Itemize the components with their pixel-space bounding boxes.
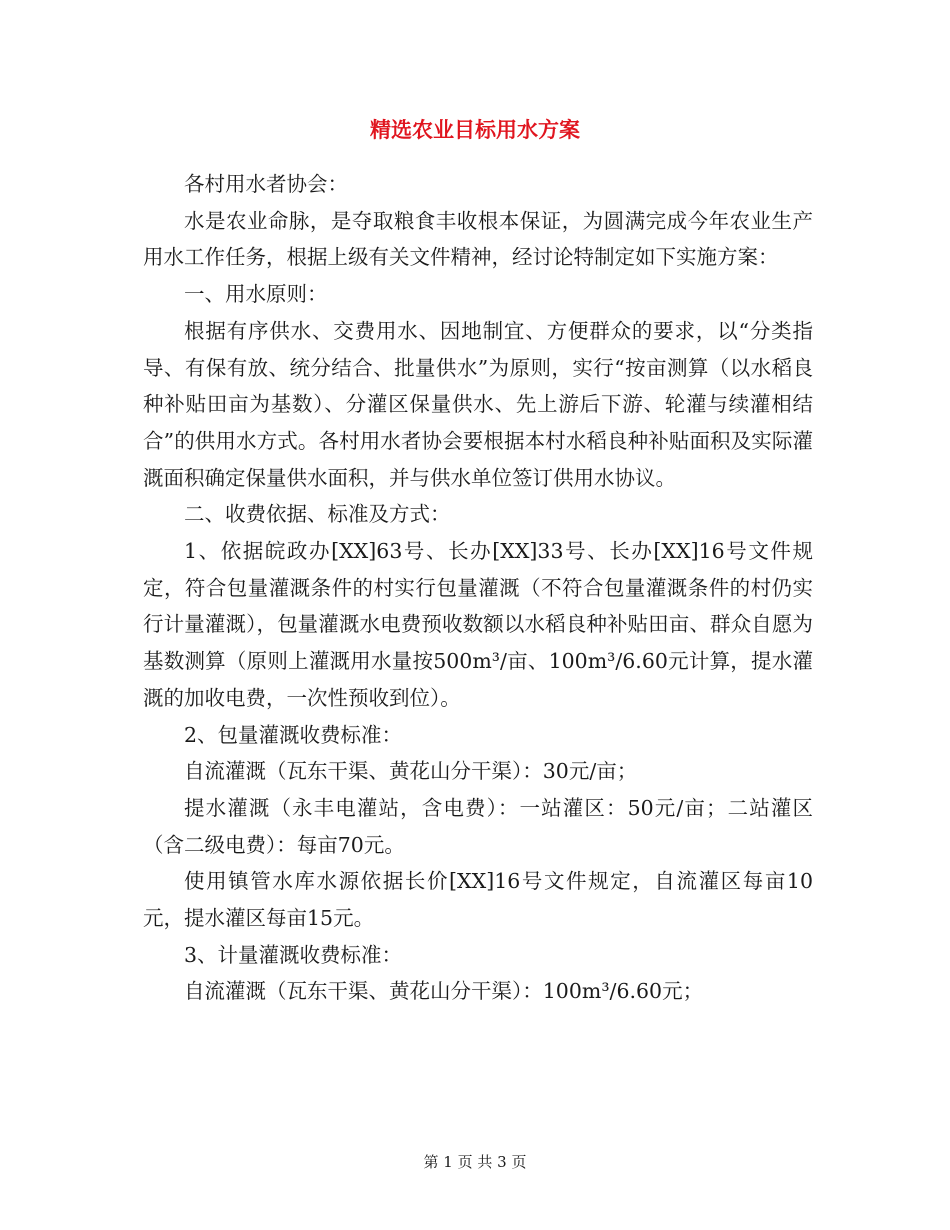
paragraph-fee-basis: 1、依据皖政办[XX]63号、长办[XX]33号、长办[XX]16号文件规定，符合包量灌溉条件的村实行包量灌溉（不符合包量灌溉条件的村仍实行计量灌溉），包量灌溉水电费预收数额以水稻良种补贴田亩、群众自愿为基数测算（原则上灌溉用水量按500m³/亩、100m³/6.60元计算，提水灌溉的加收电费，一次性预收到位）。 xyxy=(143,539,813,710)
paragraph-gravity-package: 自流灌溉（瓦东干渠、黄花山分干渠）：30元/亩； xyxy=(184,759,638,784)
paragraph-intro: 水是农业命脉，是夺取粮食丰收根本保证，为圆满完成今年农业生产用水工作任务，根据上级有关文件精神，经讨论特制定如下实施方案： xyxy=(143,208,813,270)
document-body xyxy=(143,166,813,1010)
paragraph-pumped-package: 提水灌溉（永丰电灌站，含电费）：一站灌区：50元/亩；二站灌区（含二级电费）：每亩70元。 xyxy=(143,795,813,857)
section-heading-fees: 二、收费依据、标准及方式： xyxy=(184,502,451,527)
paragraph-gravity-metered: 自流灌溉（瓦东干渠、黄花山分干渠）：100m³/6.60元； xyxy=(184,979,704,1004)
document-title: 精选农业目标用水方案 xyxy=(370,117,580,142)
paragraph-salutation: 各村用水者协会： xyxy=(184,172,348,196)
page-number-footer: 第 1 页 共 3 页 xyxy=(423,1153,527,1171)
subheading-metered-fees: 3、计量灌溉收费标准： xyxy=(184,942,403,967)
section-heading-principles: 一、用水原则： xyxy=(184,282,328,307)
paragraph-reservoir-fees: 使用镇管水库水源依据长价[XX]16号文件规定，自流灌区每亩10元，提水灌区每亩15元。 xyxy=(143,869,813,931)
paragraph-principles: 根据有序供水、交费用水、因地制宜、方便群众的要求，以“分类指导、有保有放、统分结合、批量供水”为原则，实行“按亩测算（以水稻良种补贴田亩为基数）、分灌区保量供水、先上游后下游、轮灌与续灌相结合”的供用水方式。各村用水者协会要根据本村水稻良种补贴面积及实际灌溉面积确定保量供水面积，并与供水单位签订供用水协议。 xyxy=(143,318,813,490)
subheading-package-fees: 2、包量灌溉收费标准： xyxy=(184,722,403,747)
